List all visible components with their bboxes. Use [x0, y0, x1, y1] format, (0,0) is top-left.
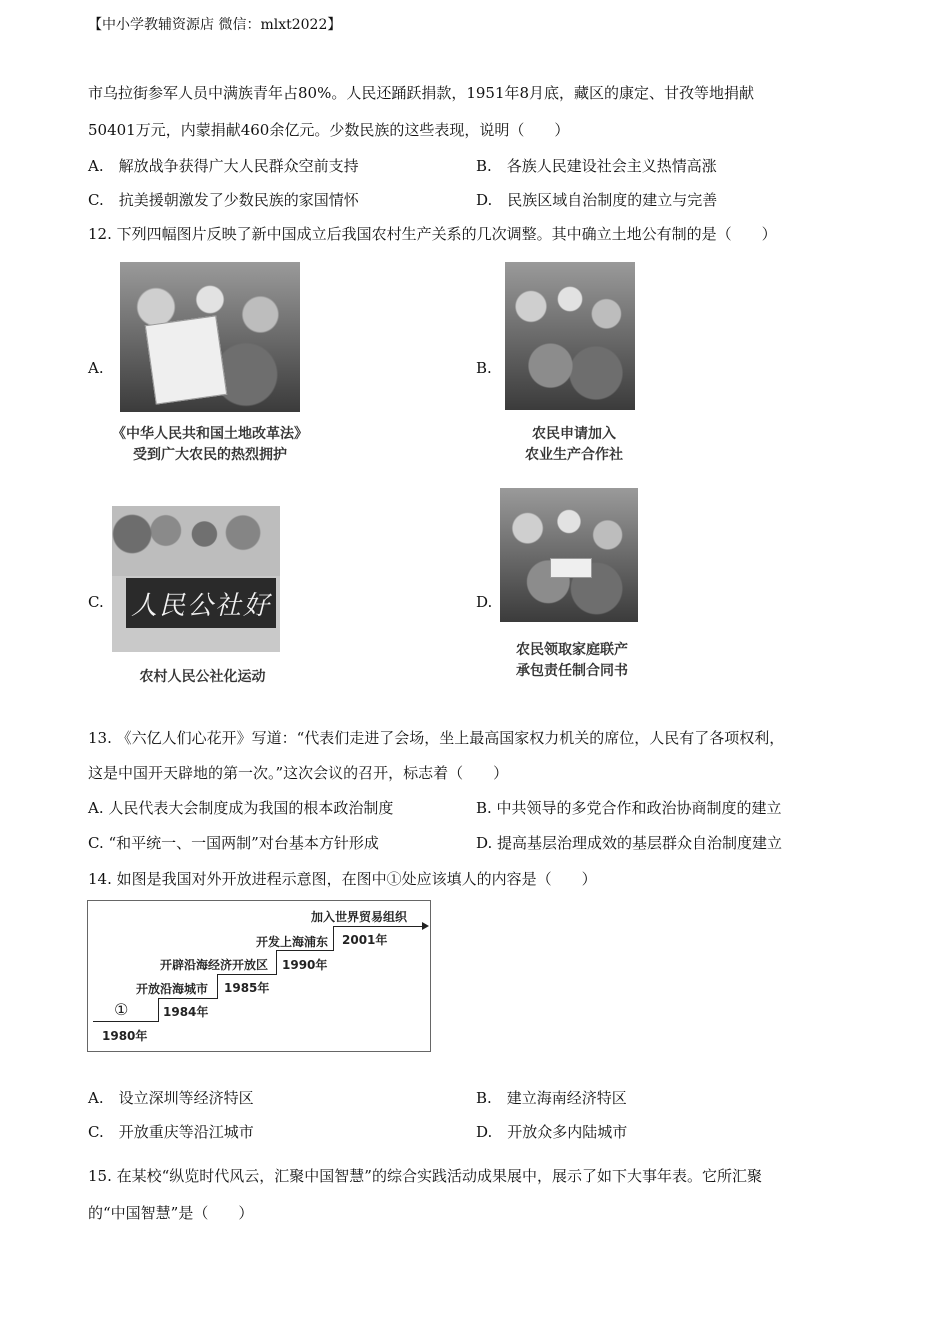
q11-option-c: C. 抗美援朝激发了少数民族的家国情怀 — [88, 191, 359, 209]
diagram-wto: 加入世界贸易组织 — [311, 910, 408, 924]
q12-caption-a-line2: 受到广大农民的热烈拥护 — [133, 447, 287, 463]
q13-option-c: C. “和平统一、一国两制”对台基本方针形成 — [88, 834, 379, 852]
q12-caption-b-line2: 农业生产合作社 — [525, 447, 623, 463]
q12-caption-d — [497, 640, 647, 682]
diagram-pudong: 开发上海浦东 — [256, 935, 329, 949]
q13-option-a: A. 人民代表大会制度成为我国的根本政治制度 — [88, 799, 394, 817]
q12-caption-b — [500, 424, 648, 466]
household-contract-photo — [500, 488, 638, 622]
q12-label-b: B. — [476, 359, 492, 377]
q14-stem: 14. 如图是我国对外开放进程示意图，在图中①处应该填人的内容是（ ） — [88, 870, 597, 888]
q11-option-d: D. 民族区域自治制度的建立与完善 — [476, 191, 718, 209]
diagram-year-1980: 1980年 — [102, 1029, 148, 1043]
q12-label-a: A. — [88, 359, 104, 377]
q11-text-line1: 市乌拉街参军人员中满族青年占80%。人民还踊跃捐款，1951年8月底，藏区的康定、甘孜等地捐献 — [88, 84, 755, 102]
cooperative-photo — [505, 262, 635, 410]
q13-text-line2: 这是中国开天辟地的第一次。”这次会议的召开，标志着（ ） — [88, 764, 509, 782]
q14-option-d: D. 开放众多内陆城市 — [476, 1123, 628, 1141]
q11-option-a: A. 解放战争获得广大人民群众空前支持 — [88, 157, 359, 175]
q12-caption-b-line1: 农民申请加入 — [532, 426, 616, 442]
q13-option-d: D. 提高基层治理成效的基层群众自治制度建立 — [476, 834, 783, 852]
q14-option-a: A. 设立深圳等经济特区 — [88, 1089, 254, 1107]
q15-text-line1: 15. 在某校“纵览时代风云，汇聚中国智慧”的综合实践活动成果展中，展示了如下大事年表。它所汇聚 — [88, 1167, 762, 1185]
q12-caption-c: 农村人民公社化运动 — [139, 669, 266, 685]
q14-option-c: C. 开放重庆等沿江城市 — [88, 1123, 254, 1141]
q15-text-line2: 的“中国智慧”是（ ） — [88, 1204, 254, 1222]
diagram-year-1985: 1985年 — [224, 981, 270, 995]
q12-label-d: D. — [476, 593, 493, 611]
q12-stem: 12. 下列四幅图片反映了新中国成立后我国农村生产关系的几次调整。其中确立土地公有制的是（ ） — [88, 225, 777, 243]
q11-option-b: B. 各族人民建设社会主义热情高涨 — [476, 157, 717, 175]
q12-caption-a-line1: 《中华人民共和国土地改革法》 — [112, 426, 308, 442]
poster-slogan: 人民公社好 — [126, 578, 276, 628]
diagram-coastal-zone: 开辟沿海经济开放区 — [160, 958, 269, 972]
diagram-year-1984: 1984年 — [163, 1005, 209, 1019]
q11-text-line2: 50401万元，内蒙捐献460余亿元。少数民族的这些表现，说明（ ） — [88, 121, 570, 139]
opening-up-diagram — [87, 900, 431, 1052]
q12-caption-d-line2: 承包责任制合同书 — [516, 663, 628, 679]
q14-option-b: B. 建立海南经济特区 — [476, 1089, 627, 1107]
land-reform-photo — [120, 262, 300, 412]
q12-label-c: C. — [88, 593, 104, 611]
page-header: 【中小学教辅资源店 微信：mlxt2022】 — [88, 17, 342, 33]
q13-text-line1: 13. 《六亿人们心花开》写道：“代表们走进了会场，坐上最高国家权力机关的席位，人民有了各项权利， — [88, 729, 785, 747]
diagram-year-2001: 2001年 — [342, 933, 388, 947]
diagram-year-1990: 1990年 — [282, 958, 328, 972]
q12-caption-a — [105, 424, 315, 466]
peoples-commune-poster — [112, 506, 280, 652]
diagram-coastal-cities: 开放沿海城市 — [136, 982, 209, 996]
q13-option-b: B. 中共领导的多党合作和政治协商制度的建立 — [476, 799, 782, 817]
diagram-blank-marker: ① — [114, 1000, 129, 1019]
arrow-head-icon — [422, 922, 429, 930]
q12-caption-d-line1: 农民领取家庭联产 — [516, 642, 628, 658]
